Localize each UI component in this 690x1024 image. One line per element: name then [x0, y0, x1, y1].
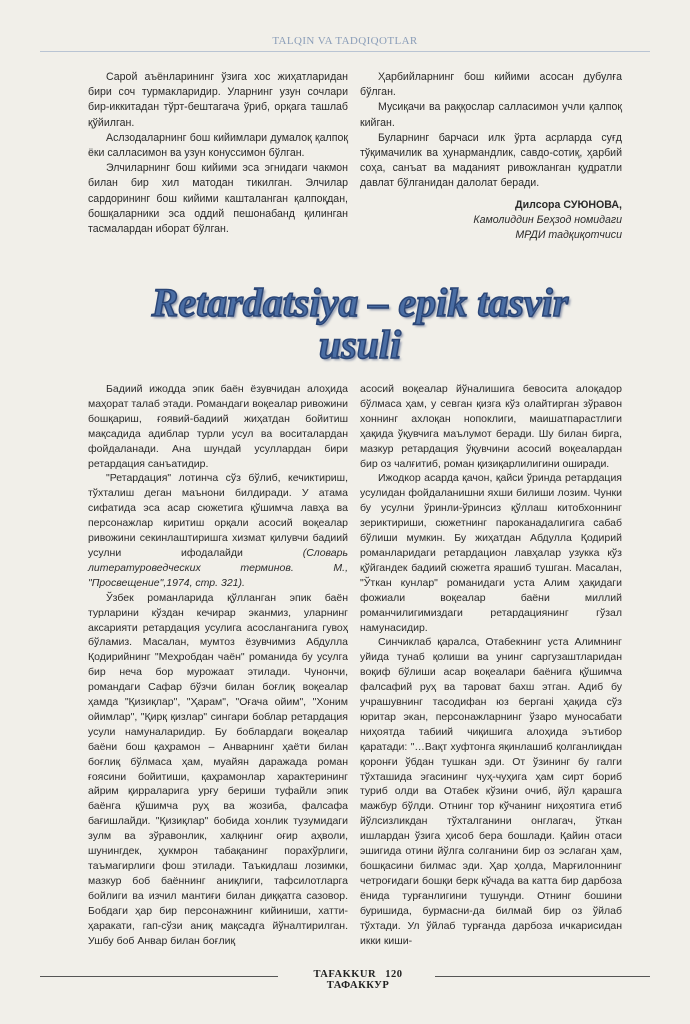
section-header: TALQIN VA TADQIQOTLAR — [272, 35, 418, 47]
paragraph: Буларнинг барчаси илк ўрта асрларда суғд тўқимачилик ва ҳунармандлик, савдо-сотиқ, ҳарбий соҳа, санъат ва маданият ривожланган қудратли давлат бўлганидан далолат беради. — [360, 131, 622, 190]
paragraph: Элчиларнинг бош кийими эса эгнидаги чакмон билан бир хил матодан тикилган. Элчилар сардорининг бош кийими кашталанган қалпоқдан, бошқаларники эса оддий пешонабанд қилинган тасмалардан иборат бўлган. — [88, 162, 348, 236]
paragraph: Ҳарбийларнинг бош кийими асосан дубулға бўлган. — [360, 71, 622, 99]
footer-journal-cyrillic: ТАФАККУР — [326, 980, 390, 991]
paragraph: Синчиклаб қаралса, Отабекнинг уста Алимнинг уйида тунаб қолиши ва унинг саргузаштларидан воқиф бўлиши асар воқеалари баёнига қўшимча фалсафий руҳ ва тароват бахш этган. Адиб бу учрашувнинг тасодифан юз берганi ҳақида сўз юритар экан, персонажларнинг ўзаро муносабати ниҳоятда табиий чиқишига алоҳида эътибор қаратади: "…Вақт хуфтонга яқинлашиб қолганлиқдан қоронғи ўбдан тушкан эди. От ўзининг бу галги тўхташида эгасининг чуҳ-чуҳига ҳам сирт бориб туриб олди ва Отабек кўзини очиб, йўл қарашга мажбур бўлди. Отнинг тор кўчанинг ниҳоятига етиб йўлсизликдан тўхталганини онглагач, ўткан ишлардан ўзига ҳисоб бера бошлади. Қайин отаси эшигида отини йўлга солганини бир оз эслаган ҳам, бошқасини билмас эди. Ҳар ҳолда, Марғилоннинг четроғидаги бошқи берк кўчада ва катта бир дарбоза ёнида турғанлигини тушунди. Отнинг бошини буришида, бурмасни-да билмай бир оз ўйлаб тўхтади. Ул ўйлаб турғанда дарбоза ичкарисидан икки киши- — [360, 636, 622, 947]
bottom-left-column — [88, 382, 348, 948]
bottom-right-column — [360, 382, 622, 948]
footer-divider — [435, 976, 650, 977]
paragraph: Бадиий ижодда эпик баён ёзувчидан алоҳида маҳорат талаб этади. Романдаги воқеалар ривожини бошқариш, ғоявий-бадиий жиҳатдан бойитиш мақсадида адиблар турли усул ва воситалардан фойдаланади. Ана шундай усуллардан бири ретардация санъатидир. — [88, 383, 348, 470]
author-affiliation: Камолиддин Беҳзод номидаги — [473, 213, 622, 226]
page-footer — [283, 969, 433, 991]
paragraph: Мусиқачи ва раққослар салласимон учли қалпоқ кийган. — [360, 101, 622, 129]
citation: (Словарь литературоведческих терминов. М., "Просвещение",1974, стр. 321). — [88, 546, 349, 589]
article-title-line: Retardatsiya – epik tasvir — [151, 280, 569, 325]
paragraph-text: "Ретардация" лотинча сўз бўлиб, кечиктириш, тўхталиш деган маънони билдиради. У атама сифатида эса асар сюжетига қўшимча лавҳа ва персонажлар киритиш орқали асосий воқеалар ривожини секинлаштиришга хизмат қилувчи бадиий усулни ифодалайди — [88, 472, 348, 559]
paragraph: Аслзодаларнинг бош кийимлари думалоқ қалпоқ ёки салласимон ва узун конуссимон бўлган. — [88, 131, 348, 160]
author-name: Дилсора СУЮНОВА, — [515, 198, 622, 211]
page-number: 120 — [385, 969, 403, 980]
top-right-column — [360, 70, 622, 243]
author-affiliation: МРДИ тадқиқотчиси — [515, 229, 622, 242]
footer-journal-latin: TAFAKKUR — [313, 969, 377, 980]
paragraph: Ўзбек романларида қўлланган эпик баён турларини кўздан кечирар эканмиз, уларнинг аксарияти ретардация усулига асосланганига гувоҳ бўламиз. Масалан, мумтоз ёзувчимиз Абдулла Қодирийнинг "Меҳробдан чаён" романида бу усулга бир неча бор мурожаат этилади. Чунончи, романдаги Сафар бўзчи билан боғлиқ воқеалар ҳамда "Қизиқлар", "Ҳарам", "Оғача ойим", "Хоним ойимлар", "Қирқ қизлар" сингари боблар ретардация усули намуналаридир. Бу боблардаги воқеалар баёни бош қаҳрамон – Анварнинг ҳаёти билан боғлиқ бўлмаса ҳам, муайян даражада роман ғоясини бойитиши, қаҳрамонлар характерининг айрим қирраларига урғу бериши туфайли эпик баёнга қўшимча руҳ ва жозиба, фалсафа бағишлайди. "Қизиқлар" бобида хонлик тузумидаги зулм ва зўравонлик, халқнинг оғир аҳволи, шунингдек, ҳукмрон табақанинг порахўрлиги, таъмагирлиги фош этилади. Таъкидлаш лозимки, мазкур боб баённинг аниқлиги, тафсилотларга бойлиги ва изчил мантиғи билан диққатга сазовор. Бобдаги ҳар бир персонажнинг кийиниши, хатти-ҳаракати, гап-сўзи аниқ мақсадга йўналтирилган. Ушбу боб Анвар билан боғлиқ — [88, 591, 348, 947]
article-title-line: usuli — [318, 322, 402, 367]
footer-divider — [40, 976, 278, 977]
header-divider — [40, 51, 650, 52]
paragraph: Сарой аъёнларининг ўзига хос жиҳатларидан бири соч турмакларидир. Уларнинг узун сочлари бир-иккитадан тўрт-бештагача ўриб, орқага ташлаб қўйилган. — [88, 71, 348, 129]
top-left-column — [88, 70, 348, 237]
paragraph: асосий воқеалар йўналишига бевосита алоқадор бўлмаса ҳам, у севган қизга кўз олайтирган зўравон хоннинг ахлоқан нопоклиги, маишатпарастлиги ҳақида ўқувчига маълумот беради. Шу билан бирга, мазкур ретардация ўқувчини асосий воқеалардан бир оз чалғитиб, роман қизиқарлилигини оширади. — [360, 383, 622, 470]
paragraph — [88, 471, 348, 590]
article-title — [80, 280, 640, 367]
paragraph: Ижодкор асарда қачон, қайси ўринда ретардация усулидан фойдаланишни яхши билиши лозим. Чунки бу усулни ўринли-ўринсиз қўллаш китобхоннинг зериктириши, сюжетнинг пароканадалигига сабаб бўлиши мумкин. Бу жиҳатдан Абдулла Қодирий романларидаги ретардацион лавҳалар узукка кўз қўйгандек бадиий сюжетга ярашиб тушган. Масалан, "Ўткан кунлар" романидаги уста Алим ҳақидаги фожиали воқеалар баёни миллий романчилигимиздаги ретардациянинг гўзал намунасидир. — [360, 472, 622, 634]
